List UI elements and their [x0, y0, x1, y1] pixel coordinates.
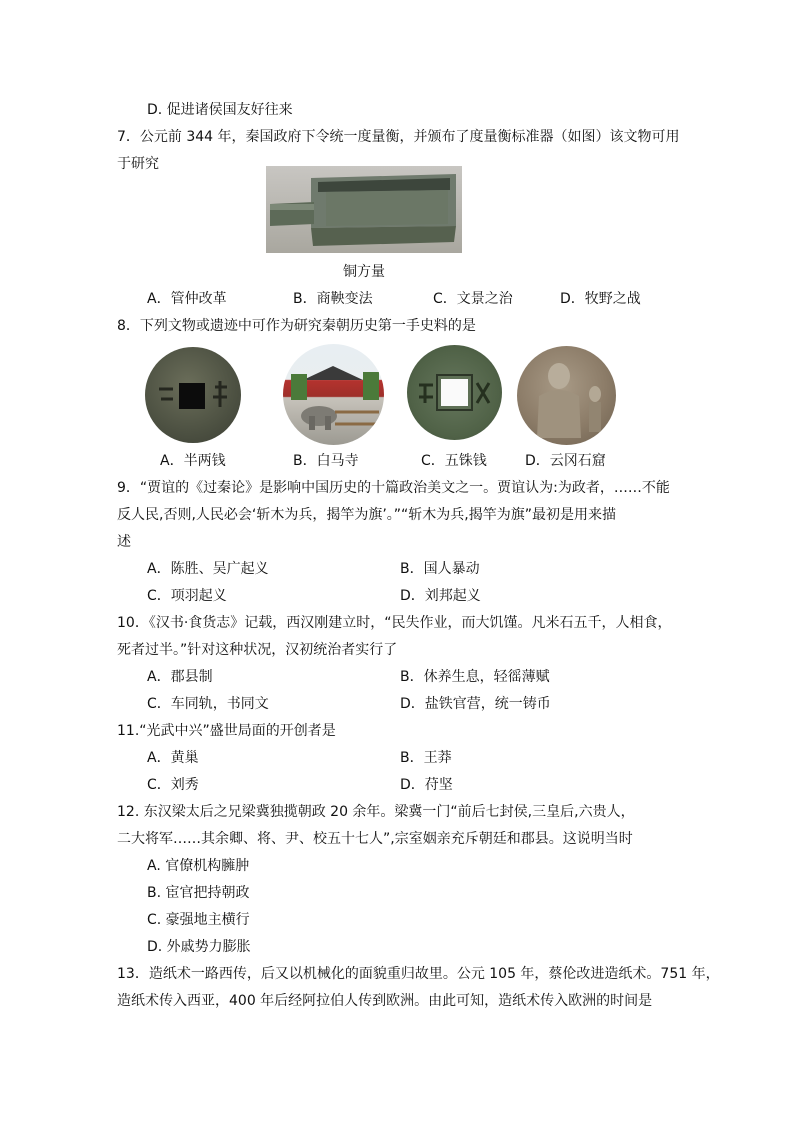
banliang-coin-image [145, 347, 241, 443]
q8-option-c: C．五铢钱 [421, 453, 487, 469]
q13-stem-line2: 造纸术传入西亚，400 年后经阿拉伯人传到欧洲。由此可知，造纸术传入欧洲的时间是 [117, 993, 653, 1009]
q13-stem-line1: 13．造纸术一路西传，后又以机械化的面貌重归故里。公元 105 年，蔡伦改进造纸术。751 年， [117, 966, 720, 982]
q11-option-d: D．苻坚 [400, 777, 453, 793]
q12-stem-line1: 12. 东汉梁太后之兄梁冀独揽朝政 20 余年。梁冀一门“前后七封侯,三皇后,六贵人， [117, 804, 635, 820]
q9-option-b: B．国人暴动 [400, 561, 480, 577]
bronze-measure-image [266, 166, 462, 253]
q7-image-caption: 铜方量 [343, 264, 385, 280]
q12-option-a: A. 官僚机构臃肿 [147, 858, 250, 874]
q7-option-a: A．管仲改革 [147, 291, 227, 307]
q8-option-a: A．半两钱 [160, 453, 226, 469]
q10-option-d: D．盐铁官营，统一铸币 [400, 696, 551, 712]
q11-option-b: B．王莽 [400, 750, 452, 766]
q12-stem-line2: 二大将军……其余卿、将、尹、校五十七人”,宗室姻亲充斥朝廷和郡县。这说明当时 [117, 831, 633, 847]
q8-stem: 8．下列文物或遗迹中可作为研究秦朝历史第一手史料的是 [117, 318, 476, 334]
q10-option-b: B．休养生息，轻徭薄赋 [400, 669, 550, 685]
q9-stem-line2: 反人民,否则,人民必会‘斩木为兵，揭竿为旗’。”“斩木为兵,揭竿为旗”最初是用来描 [117, 507, 617, 523]
baima-temple-drawing [283, 344, 384, 445]
q10-stem-line2: 死者过半。”针对这种状况，汉初统治者实行了 [117, 642, 398, 658]
yungang-grottoes-image [517, 346, 616, 445]
wuzhu-coin-image [407, 345, 502, 440]
q7-option-b: B．商鞅变法 [293, 291, 373, 307]
q9-option-d: D．刘邦起义 [400, 588, 481, 604]
yungang-grottoes-drawing [517, 346, 616, 445]
q10-stem-line1: 10．《汉书·食货志》记载，西汉刚建立时，“民失作业，而大饥馑。凡米石五千，人相食， [117, 615, 672, 631]
q10-option-c: C．车同轨，书同文 [147, 696, 269, 712]
q10-option-a: A．郡县制 [147, 669, 213, 685]
q6-option-d: D. 促进诸侯国友好往来 [147, 102, 293, 118]
q9-stem-line3: 述 [117, 534, 131, 550]
q12-option-c: C. 豪强地主横行 [147, 912, 250, 928]
q12-option-b: B. 宦官把持朝政 [147, 885, 250, 901]
q9-option-a: A．陈胜、吴广起义 [147, 561, 269, 577]
q7-option-d: D．牧野之战 [560, 291, 641, 307]
q7-option-c: C．文景之治 [433, 291, 513, 307]
q12-option-d: D. 外戚势力膨胀 [147, 939, 251, 955]
q11-option-a: A．黄巢 [147, 750, 199, 766]
q11-option-c: C．刘秀 [147, 777, 199, 793]
q9-stem-line1: 9．“贾谊的《过秦论》是影响中国历史的十篇政治美文之一。贾谊认为:为政者，……不能 [117, 480, 670, 496]
banliang-coin-drawing [145, 347, 241, 443]
q7-stem-line2: 于研究 [117, 156, 159, 172]
q11-stem: 11.“光武中兴”盛世局面的开创者是 [117, 723, 336, 739]
q7-stem-line1: 7．公元前 344 年，秦国政府下令统一度量衡，并颁布了度量衡标准器（如图）该文物可用 [117, 129, 680, 145]
baima-temple-image [283, 344, 384, 445]
q9-option-c: C．项羽起义 [147, 588, 227, 604]
bronze-measure-drawing [266, 166, 462, 253]
q8-option-d: D．云冈石窟 [525, 453, 606, 469]
wuzhu-coin-drawing [407, 345, 502, 440]
q8-option-b: B．白马寺 [293, 453, 359, 469]
